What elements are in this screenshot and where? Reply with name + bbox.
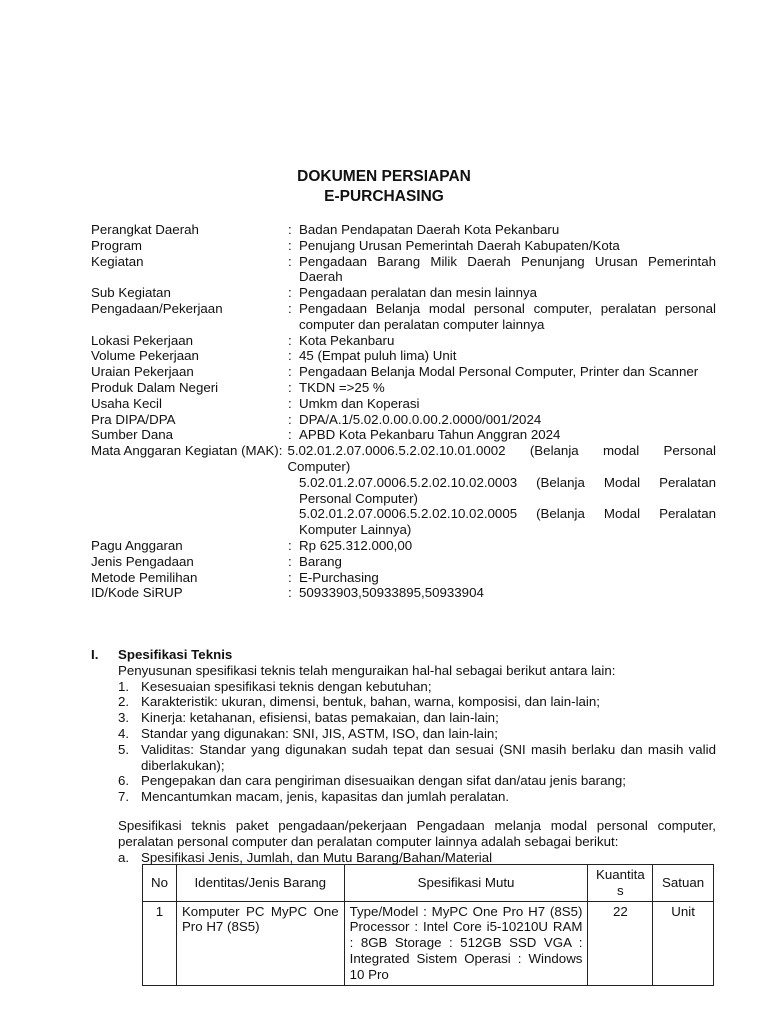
field-label: Usaha Kecil [91,395,162,411]
field-produk-dalam-negeri: Produk Dalam Negeri : TKDN =>25 % [91,380,716,396]
field-label: Pengadaan/Pekerjaan [91,300,223,316]
field-value: 50933903,50933895,50933904 [299,585,484,601]
field-label: ID/Kode SiRUP [91,585,183,601]
field-value: E-Purchasing [299,569,379,585]
list-item [91,710,716,726]
field-value: Barang [299,553,342,569]
mak-line: 5.02.01.2.07.0006.5.2.02.10.01.0002 (Belanja modal Personal Computer) [287,443,716,474]
list-text: Standar yang digunakan: SNI, JIS, ASTM, ISO, dan lain-lain; [141,725,498,741]
field-uraian-pekerjaan: Uraian Pekerjaan : Pengadaan Belanja Modal Personal Computer, Printer dan Scanner [91,364,716,380]
field-value: APBD Kota Pekanbaru Tahun Anggran 2024 [299,427,561,443]
col-header-unit: Satuan [653,865,714,902]
sub-heading [91,850,716,866]
list-item [91,773,716,789]
field-value: Pengadaan peralatan dan mesin lainnya [299,285,538,301]
field-mak-cont [91,506,716,538]
list-text: Kesesuaian spesifikasi teknis dengan kebutuhan; [141,678,432,694]
list-item [91,742,716,774]
field-value: Penujang Urusan Pemerintah Daerah Kabupaten/Kota [299,237,620,253]
field-kegiatan: Kegiatan : Pengadaan Barang Milik Daerah Penunjang Urusan Pemerintah Daerah [91,253,716,285]
field-program: Program : Penujang Urusan Pemerintah Daerah Kabupaten/Kota [91,238,716,254]
field-label: Lokasi Pekerjaan [91,332,194,348]
field-label: Mata Anggaran Kegiatan (MAK): [91,443,283,459]
list-number: 6. [118,773,130,789]
list-text: Validitas: Standar yang digunakan sudah tepat dan sesuai (SNI masih berlaku dan masih valid diberlakukan); [141,741,716,773]
list-item [91,679,716,695]
col-header-item: Identitas/Jenis Barang [176,865,344,902]
col-header-no: No [143,865,177,902]
doc-title-line2: E-PURCHASING [324,188,444,205]
field-usaha-kecil: Usaha Kecil : Umkm dan Koperasi [91,396,716,412]
field-label: Perangkat Daerah [91,222,199,237]
field-label: Volume Pekerjaan [91,348,199,364]
list-text: Kinerja: ketahanan, efisiensi, batas pemakaian, dan lain-lain; [141,710,499,726]
cell-unit: Unit [653,901,714,985]
section-number: I. [91,647,99,662]
field-label: Metode Pemilihan [91,569,198,585]
list-number: 2. [118,694,130,710]
list-text: Mencantumkan macam, jenis, kapasitas dan jumlah peralatan. [141,789,510,805]
field-lokasi-pekerjaan: Lokasi Pekerjaan : Kota Pekanbaru [91,333,716,349]
field-value: TKDN =>25 % [299,379,385,395]
field-value: Rp 625.312.000,00 [299,537,413,553]
field-value: Pengadaan Belanja Modal Personal Computer, Printer dan Scanner [299,364,699,380]
field-label: Sub Kegiatan [91,285,171,301]
cell-item: Komputer PC MyPC One Pro H7 (8S5) [176,901,344,985]
section-heading [91,647,716,663]
sub-number: a. [118,849,130,865]
cell-no: 1 [143,901,177,985]
section-intro: Penyusunan spesifikasi teknis telah menguraikan hal-hal sebagai berikut antara lain: [118,662,616,678]
section-paragraph: Spesifikasi teknis paket pengadaan/pekerjaan Pengadaan melanja modal personal computer, peralatan personal computer dan peralatan computer lainnya adalah sebagai berikut: [118,817,716,849]
field-value: DPA/A.1/5.02.0.00.0.00.2.0000/001/2024 [299,411,542,427]
list-item [91,694,716,710]
field-pra-dipa: Pra DIPA/DPA : DPA/A.1/5.02.0.00.0.00.2.0000/001/2024 [91,412,716,428]
info-fields [91,222,716,601]
field-label: Pra DIPA/DPA [91,411,176,427]
cell-qty: 22 [588,901,653,985]
field-label: Pagu Anggaran [91,537,183,553]
cell-spec: Type/Model : MyPC One Pro H7 (8S5) Processor : Intel Core i5-10210U RAM : 8GB Storage : 512GB SSD VGA : Integrated Sistem Operasi : Windows 10 Pro [344,901,588,985]
field-sumber-dana: Sumber Dana : APBD Kota Pekanbaru Tahun Anggran 2024 [91,427,716,443]
field-metode-pemilihan: Metode Pemilihan : E-Purchasing [91,570,716,586]
list-text: Karakteristik: ukuran, dimensi, bentuk, bahan, warna, komposisi, dan lain-lain; [141,694,600,710]
section-spesifikasi-teknis [91,647,716,865]
field-sirup: ID/Kode SiRUP : 50933903,50933895,50933904 [91,585,716,601]
mak-line: 5.02.01.2.07.0006.5.2.02.10.02.0005 (Belanja Modal Peralatan Komputer Lainnya) [299,506,716,538]
field-mak [91,443,716,475]
list-number: 3. [118,710,130,726]
field-label: Jenis Pengadaan [91,553,194,569]
doc-title-line1: DOKUMEN PERSIAPAN [297,168,471,185]
sub-title: Spesifikasi Jenis, Jumlah, dan Mutu Barang/Bahan/Material [141,849,493,865]
list-text: Pengepakan dan cara pengiriman disesuaikan dengan sifat dan/atau jenis barang; [141,773,626,789]
field-label: Uraian Pekerjaan [91,364,194,380]
field-perangkat-daerah: Perangkat Daerah : Badan Pendapatan Daerah Kota Pekanbaru [91,222,716,238]
list-number: 7. [118,789,130,805]
col-header-qty: Kuantitas [588,865,653,902]
field-value: Umkm dan Koperasi [299,395,420,411]
field-value: 45 (Empat puluh lima) Unit [299,348,457,364]
list-number: 5. [118,741,130,757]
field-value: Pengadaan Belanja modal personal computer, peralatan personal computer dan peralatan computer lainnya [299,300,716,332]
field-label: Program [91,237,142,253]
mak-line: 5.02.01.2.07.0006.5.2.02.10.02.0003 (Belanja Modal Peralatan Personal Computer) [299,474,716,506]
field-value: Badan Pendapatan Daerah Kota Pekanbaru [299,222,560,237]
spec-table [142,864,714,986]
list-number: 4. [118,725,130,741]
list-number: 1. [118,678,130,694]
list-item [91,789,716,805]
list-item [91,726,716,742]
col-header-spec: Spesifikasi Mutu [344,865,588,902]
field-label: Kegiatan [91,253,144,269]
field-label: Sumber Dana [91,427,174,443]
field-value: Pengadaan Barang Milik Daerah Penunjang Urusan Pemerintah Daerah [299,253,716,285]
field-jenis-pengadaan: Jenis Pengadaan : Barang [91,554,716,570]
table-header-row [143,865,714,902]
field-pagu-anggaran: Pagu Anggaran : Rp 625.312.000,00 [91,538,716,554]
field-label: Produk Dalam Negeri [91,379,219,395]
field-volume-pekerjaan: Volume Pekerjaan : 45 (Empat puluh lima) Unit [91,348,716,364]
field-pengadaan-pekerjaan: Pengadaan/Pekerjaan : Pengadaan Belanja modal personal computer, peralatan personal computer dan peralatan computer lainnya [91,300,716,332]
table-row [143,901,714,985]
field-mak-cont [91,475,716,507]
field-sub-kegiatan: Sub Kegiatan : Pengadaan peralatan dan mesin lainnya [91,285,716,301]
section-title: Spesifikasi Teknis [118,647,233,662]
field-value: Kota Pekanbaru [299,332,395,348]
